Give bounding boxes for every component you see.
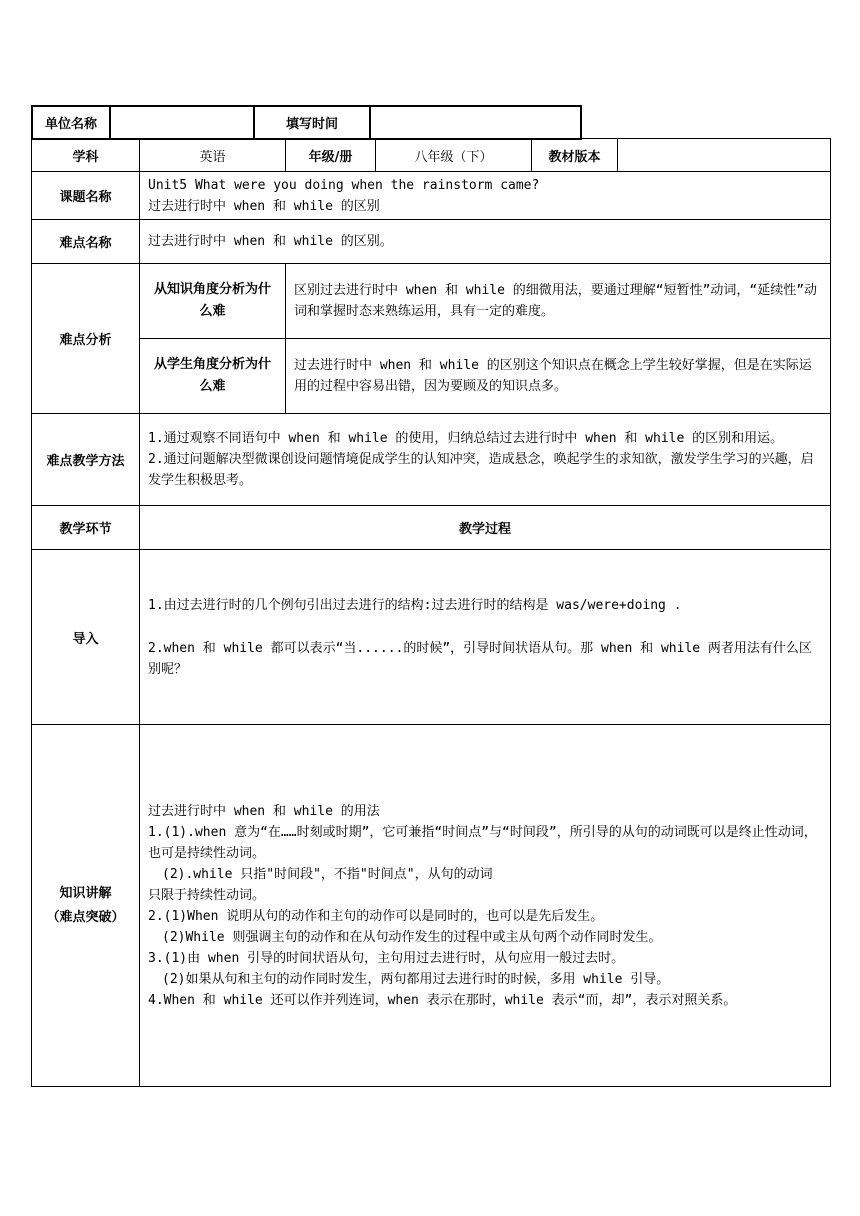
intro-label: 导入 bbox=[32, 550, 140, 725]
textbook-value bbox=[618, 139, 831, 172]
methods-text bbox=[140, 414, 831, 506]
explain-text bbox=[140, 725, 831, 1087]
explain-line: 1.(1).when 意为“在……时刻或时期”，它可兼指“时间点”与“时间段”，所引导的从句的动词既可以是终止性动词，也可是持续性动词。 bbox=[148, 824, 817, 861]
process-header: 教学过程 bbox=[140, 506, 831, 550]
textbook-label: 教材版本 bbox=[532, 139, 618, 172]
knowledge-analysis-label: 从知识角度分析为什么难 bbox=[140, 264, 286, 339]
explain-line: (2).while 只指"时间段"，不指"时间点"，从句的动词 bbox=[162, 866, 493, 882]
unit-name-value[interactable] bbox=[110, 106, 254, 139]
stage-header: 教学环节 bbox=[32, 506, 140, 550]
knowledge-analysis-text: 区别过去进行时中 when 和 while 的细微用法，要通过理解“短暂性”动词，“延续性”动词和掌握时态来熟练运用，具有一定的难度。 bbox=[286, 264, 831, 339]
grade-label: 年级/册 bbox=[286, 139, 376, 172]
header-table bbox=[31, 105, 582, 140]
explain-label bbox=[32, 725, 140, 1087]
unit-name-label: 单位名称 bbox=[32, 106, 110, 139]
explain-line: 4.When 和 while 还可以作并列连词，when 表示在那时，while 表示“而，却”，表示对照关系。 bbox=[148, 992, 737, 1008]
student-analysis-label: 从学生角度分析为什么难 bbox=[140, 339, 286, 414]
topic-line-2: 过去进行时中 when 和 while 的区别 bbox=[148, 198, 380, 214]
difficulty-label: 难点名称 bbox=[32, 220, 140, 264]
explain-line: 2.(1)When 说明从句的动作和主句的动作可以是同时的，也可以是先后发生。 bbox=[148, 908, 604, 924]
lesson-table bbox=[31, 138, 831, 1087]
methods-label: 难点教学方法 bbox=[32, 414, 140, 506]
explain-line: 过去进行时中 when 和 while 的用法 bbox=[148, 803, 380, 819]
topic-value bbox=[140, 172, 831, 220]
method-item-1: 1.通过观察不同语句中 when 和 while 的使用，归纳总结过去进行时中 when 和 while 的区别和用运。 bbox=[148, 431, 784, 446]
analysis-label: 难点分析 bbox=[32, 264, 140, 414]
explain-label-line-1: 知识讲解 bbox=[59, 885, 112, 901]
explain-line: 只限于持续性动词。 bbox=[148, 887, 266, 903]
difficulty-value: 过去进行时中 when 和 while 的区别。 bbox=[140, 220, 831, 264]
method-item-2: 2.通过问题解决型微课创设问题情境促成学生的认知冲突，造成悬念，唤起学生的求知欲，激发学生学习的兴趣，启发学生积极思考。 bbox=[148, 452, 814, 488]
student-analysis-text: 过去进行时中 when 和 while 的区别这个知识点在概念上学生较好掌握，但是在实际运用的过程中容易出错，因为要顾及的知识点多。 bbox=[286, 339, 831, 414]
subject-value: 英语 bbox=[140, 139, 286, 172]
intro-text bbox=[140, 550, 831, 725]
explain-label-line-2: （难点突破） bbox=[46, 909, 125, 925]
topic-label: 课题名称 bbox=[32, 172, 140, 220]
explain-line: (2)如果从句和主句的动作同时发生，两句都用过去进行时的时候，多用 while 引导。 bbox=[162, 971, 670, 987]
fill-time-label: 填写时间 bbox=[254, 106, 370, 139]
intro-item-2: 2.when 和 while 都可以表示“当......的时候”，引导时间状语从句。那 when 和 while 两者用法有什么区别呢？ bbox=[148, 640, 812, 677]
explain-line: 3.(1)由 when 引导的时间状语从句，主句用过去进行时，从句应用一般过去时。 bbox=[148, 950, 625, 966]
grade-value: 八年级（下） bbox=[376, 139, 532, 172]
intro-item-1: 1.由过去进行时的几个例句引出过去进行的结构:过去进行时的结构是 was/were+doing . bbox=[148, 597, 682, 613]
topic-line-1: Unit5 What were you doing when the rainstorm came? bbox=[148, 177, 540, 193]
subject-label: 学科 bbox=[32, 139, 140, 172]
explain-line: (2)While 则强调主句的动作和在从句动作发生的过程中或主从句两个动作同时发生。 bbox=[162, 929, 662, 945]
fill-time-value[interactable] bbox=[370, 106, 581, 139]
